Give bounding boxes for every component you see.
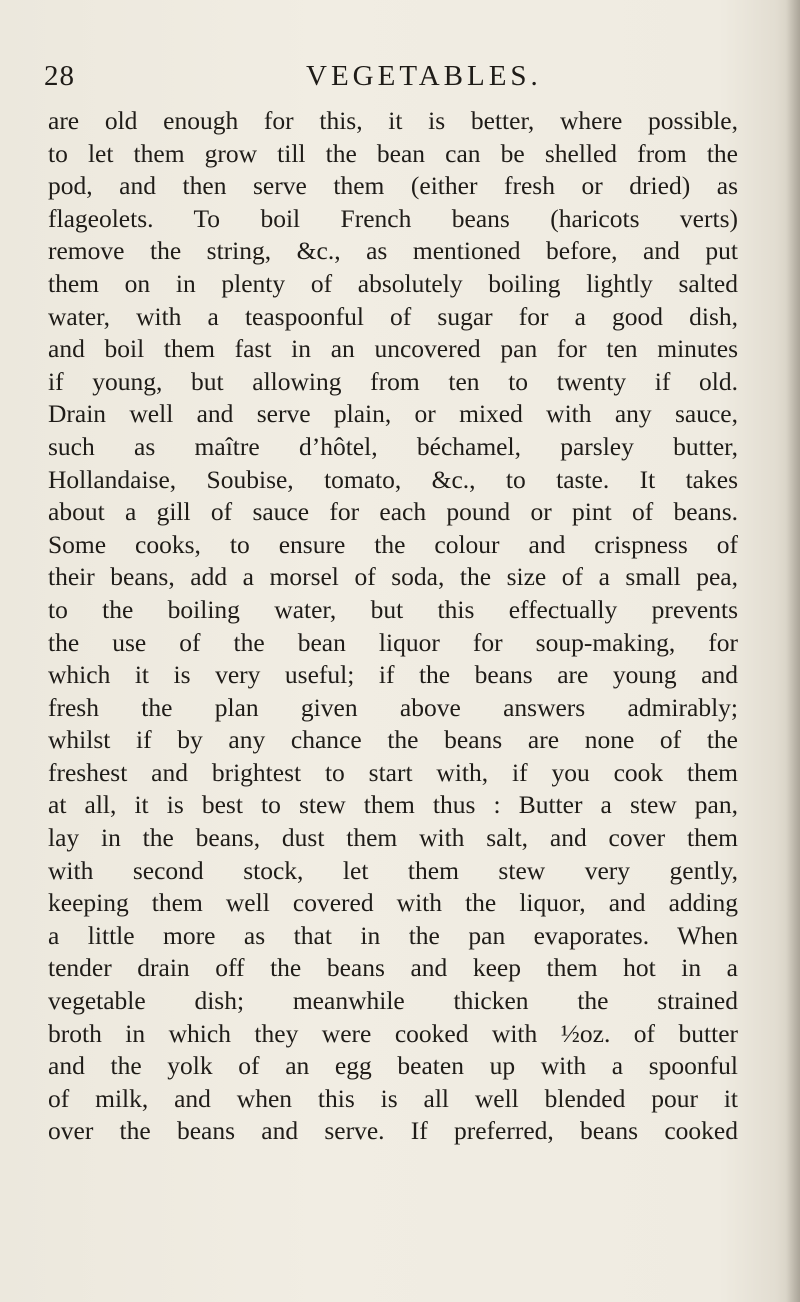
text-line: whilst if by any chance the beans are none of the — [48, 725, 738, 755]
text-line: remove the string, &c., as mentioned before, and put — [48, 236, 738, 266]
text-line: are old enough for this, it is better, where possible, — [48, 106, 738, 135]
text-line: and boil them fast in an uncovered pan for ten minutes — [48, 334, 738, 364]
text-line: fresh the plan given above answers admirably; — [48, 692, 738, 722]
page-edge-shadow — [786, 0, 800, 1302]
text-line: pod, and then serve them (either fresh or dried) as — [48, 171, 738, 201]
text-line: Some cooks, to ensure the colour and crispness of — [48, 529, 738, 559]
text-line: vegetable dish; meanwhile thicken the strained — [48, 986, 738, 1016]
text-line: at all, it is best to stew them thus : Butter a stew pan, — [48, 790, 738, 820]
text-line: a little more as that in the pan evaporates. When — [48, 920, 738, 950]
text-line: Drain well and serve plain, or mixed with any sauce, — [48, 399, 738, 429]
text-line: with second stock, let them stew very gently, — [48, 855, 738, 885]
page-number: 28 — [44, 60, 75, 92]
text-line: to let them grow till the bean can be shelled from the — [48, 138, 738, 168]
text-line: such as maître d’hôtel, béchamel, parsley butter, — [48, 431, 738, 461]
text-line: to the boiling water, but this effectually prevents — [48, 594, 738, 624]
text-line: broth in which they were cooked with ½oz. of butter — [48, 1018, 738, 1048]
text-line: tender drain off the beans and keep them hot in a — [48, 953, 738, 983]
text-line: water, with a teaspoonful of sugar for a good dish, — [48, 301, 738, 331]
running-title: VEGETABLES. — [306, 60, 542, 92]
text-line: about a gill of sauce for each pound or pint of beans. — [48, 497, 738, 527]
text-line: flageolets. To boil French beans (haricots verts) — [48, 203, 738, 233]
text-line: the use of the bean liquor for soup-making, for — [48, 627, 738, 657]
text-line: keeping them well covered with the liquor, and adding — [48, 888, 738, 918]
text-line: over the beans and serve. If preferred, beans cooked — [48, 1116, 738, 1146]
text-line: of milk, and when this is all well blended pour it — [48, 1083, 738, 1113]
text-line: if young, but allowing from ten to twenty if old. — [48, 366, 738, 396]
text-line: which it is very useful; if the beans are young and — [48, 660, 738, 690]
page-header — [44, 60, 744, 100]
text-line: freshest and brightest to start with, if you cook them — [48, 757, 738, 787]
body-text — [48, 105, 738, 1148]
text-line: lay in the beans, dust them with salt, and cover them — [48, 823, 738, 853]
text-line: their beans, add a morsel of soda, the size of a small pea, — [48, 562, 738, 592]
text-line: Hollandaise, Soubise, tomato, &c., to taste. It takes — [48, 464, 738, 494]
text-line: them on in plenty of absolutely boiling lightly salted — [48, 268, 738, 298]
text-line: and the yolk of an egg beaten up with a spoonful — [48, 1051, 738, 1081]
